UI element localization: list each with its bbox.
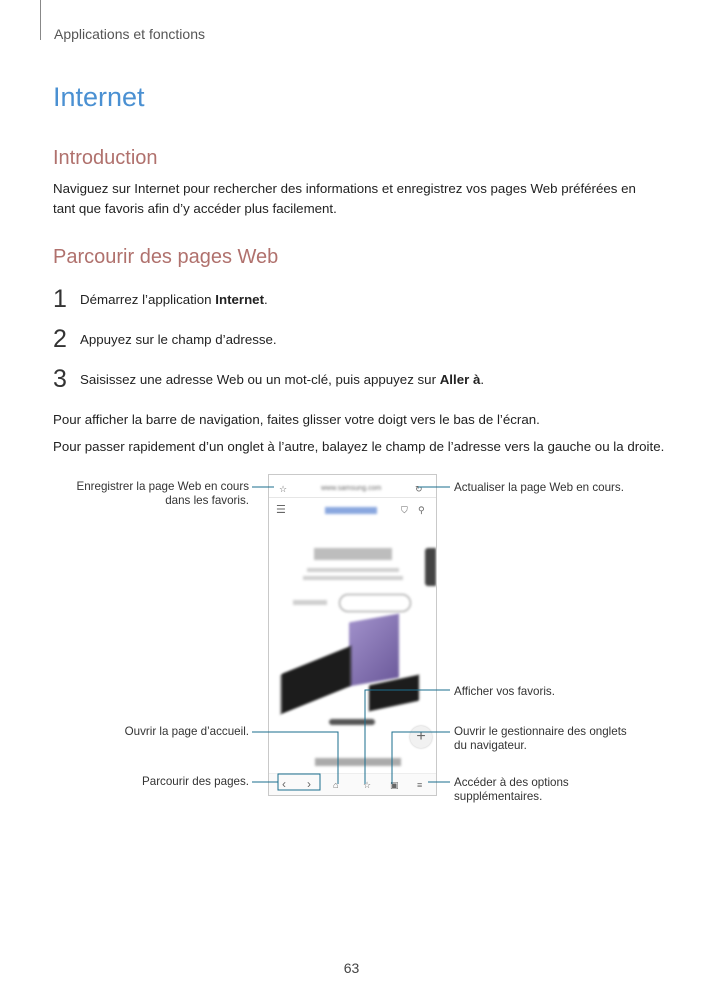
phone-product-image <box>349 614 399 687</box>
tabs-icon[interactable]: ▣ <box>390 780 399 790</box>
introduction-heading: Introduction <box>53 147 158 169</box>
browser-screenshot <box>268 474 437 796</box>
site-menu-icon: ☰ <box>276 504 286 516</box>
side-tab <box>425 548 436 586</box>
section-title <box>315 758 401 766</box>
page-title: Internet <box>53 82 145 112</box>
callout-browse: Parcourir des pages. <box>142 775 249 788</box>
page-number: 63 <box>343 960 360 976</box>
more-options-icon[interactable]: ≡ <box>417 780 423 790</box>
home-icon[interactable]: ⌂ <box>333 780 339 790</box>
callout-home: Ouvrir la page d’accueil. <box>124 725 249 738</box>
tip-navigation-bar: Pour afficher la barre de navigation, faites glisser votre doigt vers le bas de l’écran. <box>53 412 540 427</box>
step-1-number: 1 <box>53 285 67 313</box>
tip-switch-tabs: Pour passer rapidement d’un onglet à l’autre, balayez le champ de l’adresse vers la gauche ou la droite. <box>53 439 665 454</box>
hero-text-line <box>303 576 403 580</box>
forward-icon[interactable]: › <box>307 777 311 791</box>
header-rule <box>40 0 41 40</box>
hero-headline <box>314 548 392 560</box>
bookmark-star-icon[interactable]: ☆ <box>279 484 288 494</box>
step-3-number: 3 <box>53 365 67 393</box>
refresh-icon[interactable]: ↻ <box>415 484 423 494</box>
step-3-text: Saisissez une adresse Web ou un mot-clé, puis appuyez sur Aller à. <box>80 372 485 387</box>
phone-product-image <box>281 646 351 714</box>
favorites-icon[interactable]: ☆ <box>363 780 372 790</box>
site-logo <box>325 507 377 514</box>
intro-line-1: Naviguez sur Internet pour rechercher des informations et enregistrez vos pages Web préférées en <box>53 181 636 196</box>
cart-icon: ⛉ <box>401 505 408 515</box>
carousel-indicator <box>329 719 375 725</box>
hero-button <box>339 594 411 612</box>
address-bar-divider <box>269 497 436 498</box>
callout-refresh: Actualiser la page Web en cours. <box>454 481 624 494</box>
section-header: Applications et fonctions <box>54 26 205 42</box>
callout-more: Accéder à des options supplémentaires. <box>454 776 569 803</box>
search-icon: ⚲ <box>418 505 425 515</box>
step-2-text: Appuyez sur le champ d’adresse. <box>80 332 277 347</box>
hero-text-line <box>307 568 399 572</box>
hero-link <box>293 600 327 605</box>
callout-favorites: Afficher vos favoris. <box>454 685 555 698</box>
intro-line-2: tant que favoris afin d’y accéder plus facilement. <box>53 201 337 216</box>
step-1-text: Démarrez l’application Internet. <box>80 292 268 307</box>
back-icon[interactable]: ‹ <box>282 777 286 791</box>
callout-bookmark: Enregistrer la page Web en cours dans les favoris. <box>76 480 249 507</box>
address-field[interactable]: www.samsung.com <box>321 485 382 492</box>
browser-toolbar <box>269 773 436 796</box>
callout-tabs: Ouvrir le gestionnaire des onglets du navigateur. <box>454 725 627 752</box>
step-2-number: 2 <box>53 325 67 353</box>
browse-heading: Parcourir des pages Web <box>53 246 279 268</box>
new-tab-plus-button[interactable]: + <box>410 726 432 748</box>
